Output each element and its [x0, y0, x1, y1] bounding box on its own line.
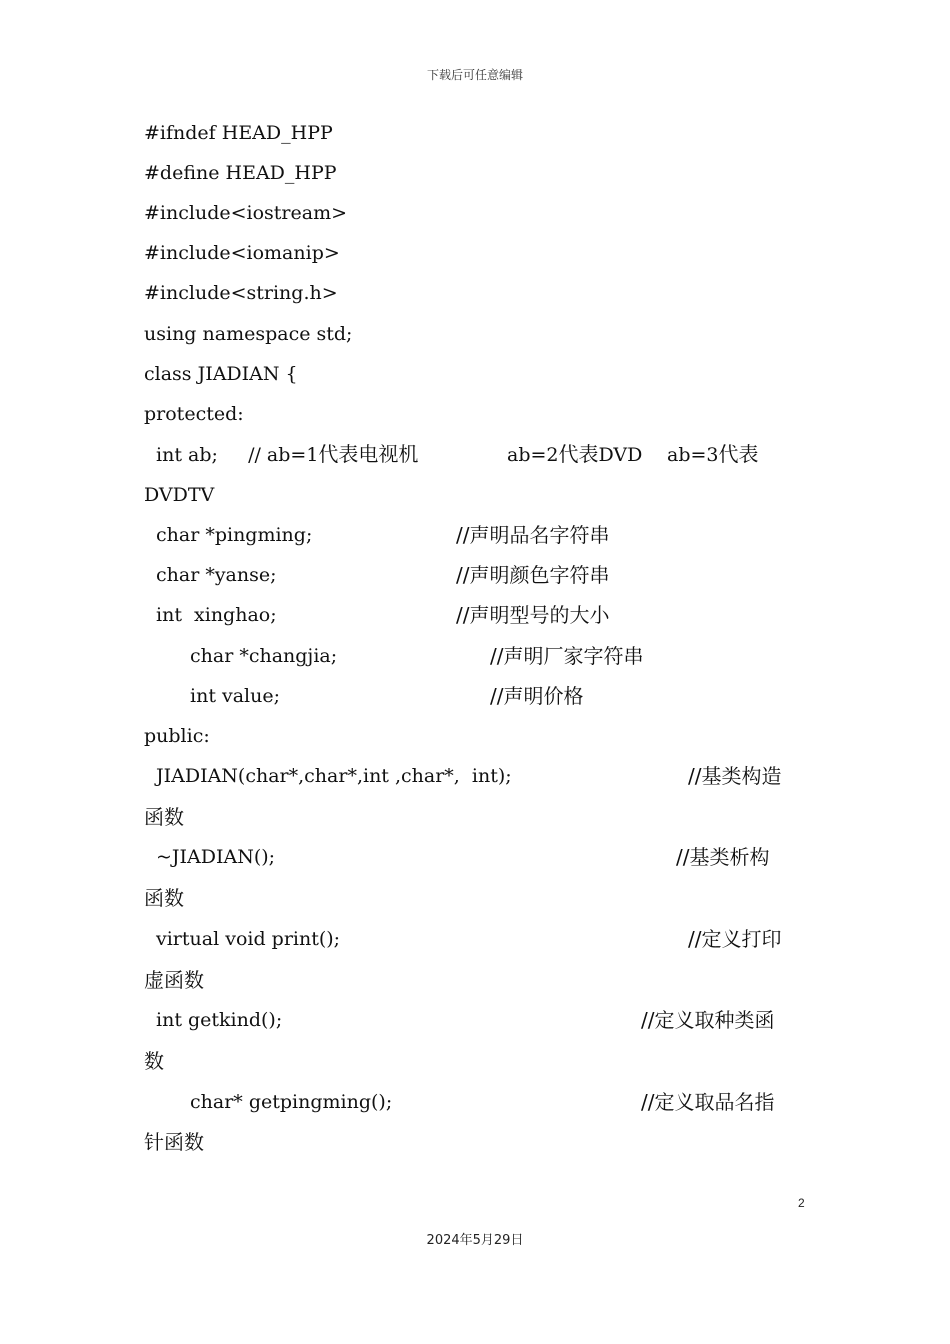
- code-line-ab2: [507, 442, 642, 467]
- code-line-ifndef: #ifndef HEAD_HPP: [144, 122, 333, 144]
- code-text: ab=3: [667, 444, 719, 466]
- comment-destructor: //基类析构: [676, 845, 770, 869]
- code-line-yanse: char *yanse;: [156, 564, 277, 586]
- code-line-define: #define HEAD_HPP: [144, 162, 337, 184]
- code-line-changjia: char *changjia;: [190, 645, 338, 667]
- comment-xinghao: //声明型号的大小: [456, 603, 610, 627]
- code-line-getpingming: char* getpingming();: [190, 1091, 393, 1113]
- code-line-getkind: int getkind();: [156, 1009, 283, 1031]
- comment-changjia: //声明厂家字符串: [490, 644, 644, 668]
- code-line-public: public:: [144, 725, 210, 747]
- code-line-include-iomanip: #include<iomanip>: [144, 242, 340, 264]
- page-footer-date: 2024年5月29日: [426, 1233, 524, 1248]
- comment-yanse: //声明颜色字符串: [456, 563, 610, 587]
- comment-destructor-cont: 函数: [144, 886, 184, 910]
- code-line-destructor: ~JIADIAN();: [156, 846, 276, 868]
- comment-constructor: //基类构造: [688, 764, 782, 788]
- comment-text: 代表电视机: [318, 442, 419, 466]
- code-line-print: virtual void print();: [156, 928, 341, 950]
- code-line-xinghao: int xinghao;: [156, 604, 277, 626]
- comment-getkind-cont: 数: [144, 1049, 164, 1073]
- code-line-dvdtv: DVDTV: [144, 484, 215, 506]
- code-text: DVD: [598, 444, 643, 466]
- code-line-protected: protected:: [144, 403, 244, 425]
- code-line-pingming: char *pingming;: [156, 524, 313, 546]
- comment-getpingming-cont: 针函数: [144, 1130, 204, 1154]
- code-line-class-decl: class JIADIAN {: [144, 363, 298, 385]
- comment-print-cont: 虚函数: [144, 968, 204, 992]
- code-line-ab3: [667, 442, 759, 467]
- code-text: ab=2: [507, 444, 559, 466]
- code-line-value: int value;: [190, 685, 281, 707]
- code-text: int ab; // ab=1: [156, 444, 319, 466]
- comment-value: //声明价格: [490, 684, 584, 708]
- code-line-include-iostream: #include<iostream>: [144, 202, 348, 224]
- comment-getpingming: //定义取品名指: [641, 1090, 775, 1114]
- page-header-note: 下载后可任意编辑: [426, 68, 523, 82]
- comment-constructor-cont: 函数: [144, 805, 184, 829]
- comment-pingming: //声明品名字符串: [456, 523, 610, 547]
- comment-getkind: //定义取种类函: [641, 1008, 775, 1032]
- comment-print: //定义打印: [688, 927, 782, 951]
- code-line-using-namespace: using namespace std;: [144, 323, 353, 345]
- page-number: 2: [798, 1196, 805, 1210]
- code-line-include-string: #include<string.h>: [144, 282, 338, 304]
- code-line-int-ab: [156, 442, 418, 467]
- code-line-constructor: JIADIAN(char*,char*,int ,char*, int);: [156, 765, 512, 787]
- comment-text: 代表: [558, 442, 599, 466]
- comment-text: 代表: [718, 442, 759, 466]
